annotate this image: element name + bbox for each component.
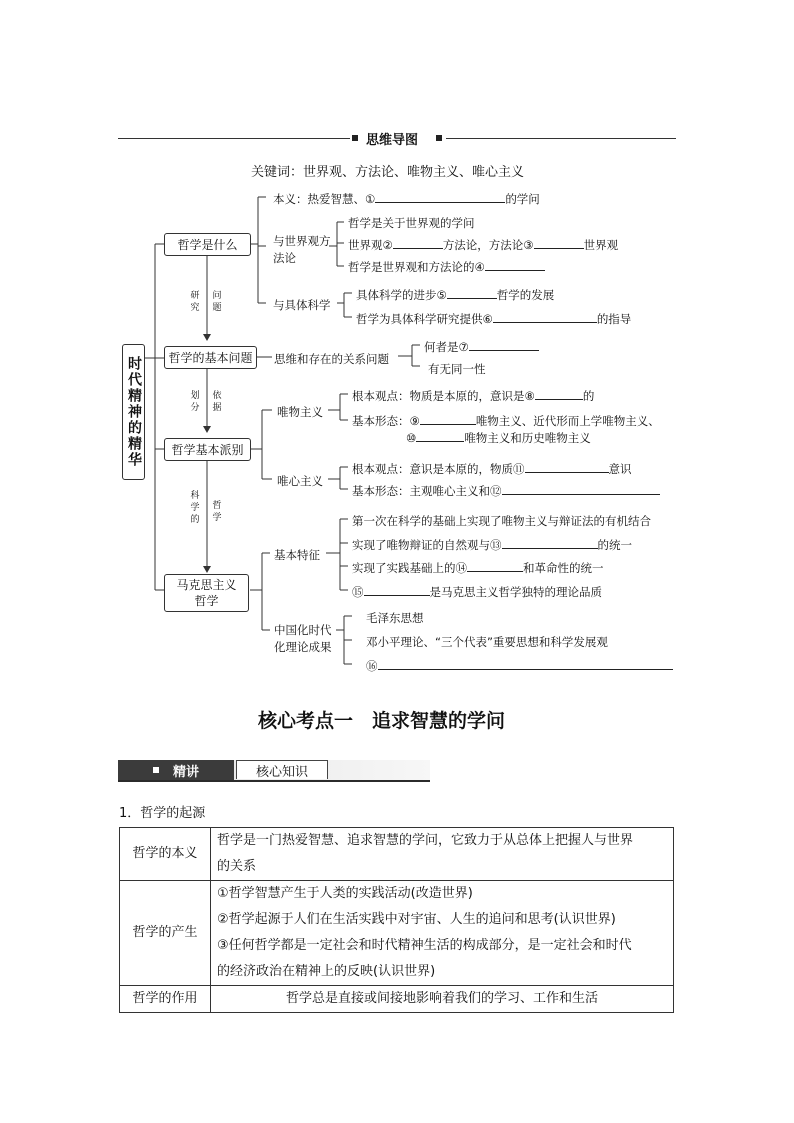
- q1: 何者是⑦: [424, 340, 469, 354]
- s3-line: [348, 259, 545, 275]
- core-title: 核心考点一 追求智慧的学问: [258, 710, 506, 732]
- row1-key: 哲学的本义: [120, 828, 211, 881]
- q2: 有无同一性: [428, 362, 486, 376]
- c1: 毛泽东思想: [366, 611, 424, 625]
- s2-line: [348, 237, 618, 253]
- w1b: 的: [582, 389, 595, 403]
- mindmap-root: [122, 344, 145, 480]
- row2-line4: 的经济政治在精神上的反映(认识世界): [217, 964, 436, 979]
- w3a: ⑩: [406, 431, 417, 445]
- node-jiben-wenti: 哲学的基本问题: [164, 346, 257, 369]
- row1-line1: 哲学是一门热爱智慧、追求智慧的学问，它致力于从总体上把握人与世界: [217, 833, 634, 848]
- f3-line: [352, 560, 604, 576]
- sub1-label: 与世界观方法论: [273, 234, 331, 265]
- w3-line: [406, 430, 591, 446]
- connector-b-right: 依据: [212, 391, 222, 413]
- sub2-label: 与具体科学: [273, 298, 331, 312]
- tab-bullet: [153, 767, 159, 773]
- k2b: 的指导: [596, 312, 632, 326]
- w1-line: [352, 388, 594, 404]
- f1: 第一次在科学的基础上实现了唯物主义与辩证法的有机结合: [352, 514, 651, 528]
- row3-key: 哲学的作用: [120, 986, 211, 1013]
- tab-jingjiang-label: 精讲: [172, 764, 199, 780]
- row2-line3: ③任何哲学都是一定社会和时代精神生活的构成部分，是一定社会和时代: [217, 938, 632, 953]
- connector-b-left: 划分: [190, 391, 200, 413]
- row3-value: 哲学总是直接或间接地影响着我们的学习、工作和生活: [211, 986, 674, 1013]
- f4a: ⑮: [352, 585, 364, 599]
- row2-line2: ②哲学起源于人们在生活实践中对宇宙、人生的追问和思考(认识世界): [217, 912, 616, 927]
- keywords-label: 关键词：: [251, 165, 304, 180]
- k1b: 哲学的发展: [496, 288, 555, 302]
- x2a: 基本形态：主观唯心主义和⑫: [352, 484, 502, 498]
- connector-c-right: 哲学: [212, 501, 222, 523]
- section-heading: 1．哲学的起源: [119, 806, 206, 821]
- benyi-line: [273, 191, 540, 207]
- mindmap-root-label: 时代精神的精华: [126, 356, 142, 468]
- node-makesi: 马克思主义哲学: [164, 574, 249, 612]
- x1-line: [352, 461, 632, 477]
- w1a: 根本观点：物质是本原的，意识是⑧: [352, 389, 535, 403]
- origin-table: [119, 827, 674, 1013]
- q1-line: [424, 339, 539, 355]
- k1a: 具体科学的进步⑤: [356, 288, 447, 302]
- wuwu-label: 唯物主义: [277, 405, 323, 419]
- f3a: 实现了实践基础上的⑭: [352, 561, 467, 575]
- row2-value: [211, 881, 674, 986]
- mindmap-header: 思维导图: [366, 133, 419, 148]
- s1: 哲学是关于世界观的学问: [348, 216, 475, 230]
- s2c: 世界观: [583, 238, 619, 252]
- connector-a-left: 研究: [190, 291, 200, 313]
- node-zhexue-shi-shenme: 哲学是什么: [164, 233, 251, 256]
- c3: ⑯: [366, 659, 378, 673]
- f2-line: [352, 537, 632, 553]
- k2a: 哲学为具体科学研究提供⑥: [356, 312, 493, 326]
- f2b: 的统一: [597, 538, 632, 552]
- w2a: 基本形态：⑨: [352, 414, 420, 428]
- f2a: 实现了唯物辩证的自然观与⑬: [352, 538, 502, 552]
- zhongguo-label: 中国化时代化理论成果: [274, 623, 332, 654]
- w2-line: [352, 413, 660, 429]
- k2-line: [356, 311, 631, 327]
- relation-text: 思维和存在的关系问题: [274, 352, 389, 366]
- tab-hexin-zhishi[interactable]: [236, 760, 328, 779]
- keywords: 世界观、方法论、唯物主义、唯心主义: [303, 165, 525, 180]
- table-row: [120, 828, 674, 881]
- x1a: 根本观点：意识是本原的，物质⑪: [352, 462, 525, 476]
- table-row: [120, 986, 674, 1013]
- benyi-text: 本义：热爱智慧、①: [273, 192, 376, 206]
- f3b: 和革命性的统一: [523, 561, 604, 575]
- k1-line: [356, 287, 554, 303]
- row2-key: 哲学的产生: [120, 881, 211, 986]
- s2a: 世界观②: [348, 238, 393, 252]
- table-row: [120, 881, 674, 986]
- connector-c-left: 科学的: [190, 491, 200, 525]
- s3: 哲学是世界观和方法论的④: [348, 260, 485, 274]
- c2: 邓小平理论、“三个代表”重要思想和科学发展观: [366, 635, 608, 649]
- c3-line: [366, 658, 673, 674]
- weixin-label: 唯心主义: [277, 474, 323, 488]
- f4-line: [352, 584, 602, 600]
- row1-line2: 的关系: [217, 859, 257, 874]
- benyi-end: 的学问: [505, 192, 540, 206]
- x1b: 意识: [608, 462, 632, 476]
- x2-line: [352, 483, 660, 499]
- w2b: 唯物主义、近代形而上学唯物主义、: [475, 414, 660, 428]
- row1-value: [211, 828, 674, 881]
- node-jiben-paibie: 哲学基本派别: [164, 438, 251, 461]
- row2-line1: ①哲学智慧产生于人类的实践活动(改造世界): [217, 886, 473, 901]
- tezheng-label: 基本特征: [274, 548, 320, 562]
- w3b: 唯物主义和历史唯物主义: [464, 431, 591, 445]
- connector-a-right: 问题: [212, 291, 222, 313]
- f4b: 是马克思主义哲学独特的理论品质: [429, 585, 602, 599]
- tab-jingjiang[interactable]: [118, 760, 234, 780]
- s2b: 方法论，方法论③: [442, 238, 534, 252]
- tab-bar-underline: [118, 780, 430, 782]
- tab-hexin-label: 核心知识: [255, 764, 308, 780]
